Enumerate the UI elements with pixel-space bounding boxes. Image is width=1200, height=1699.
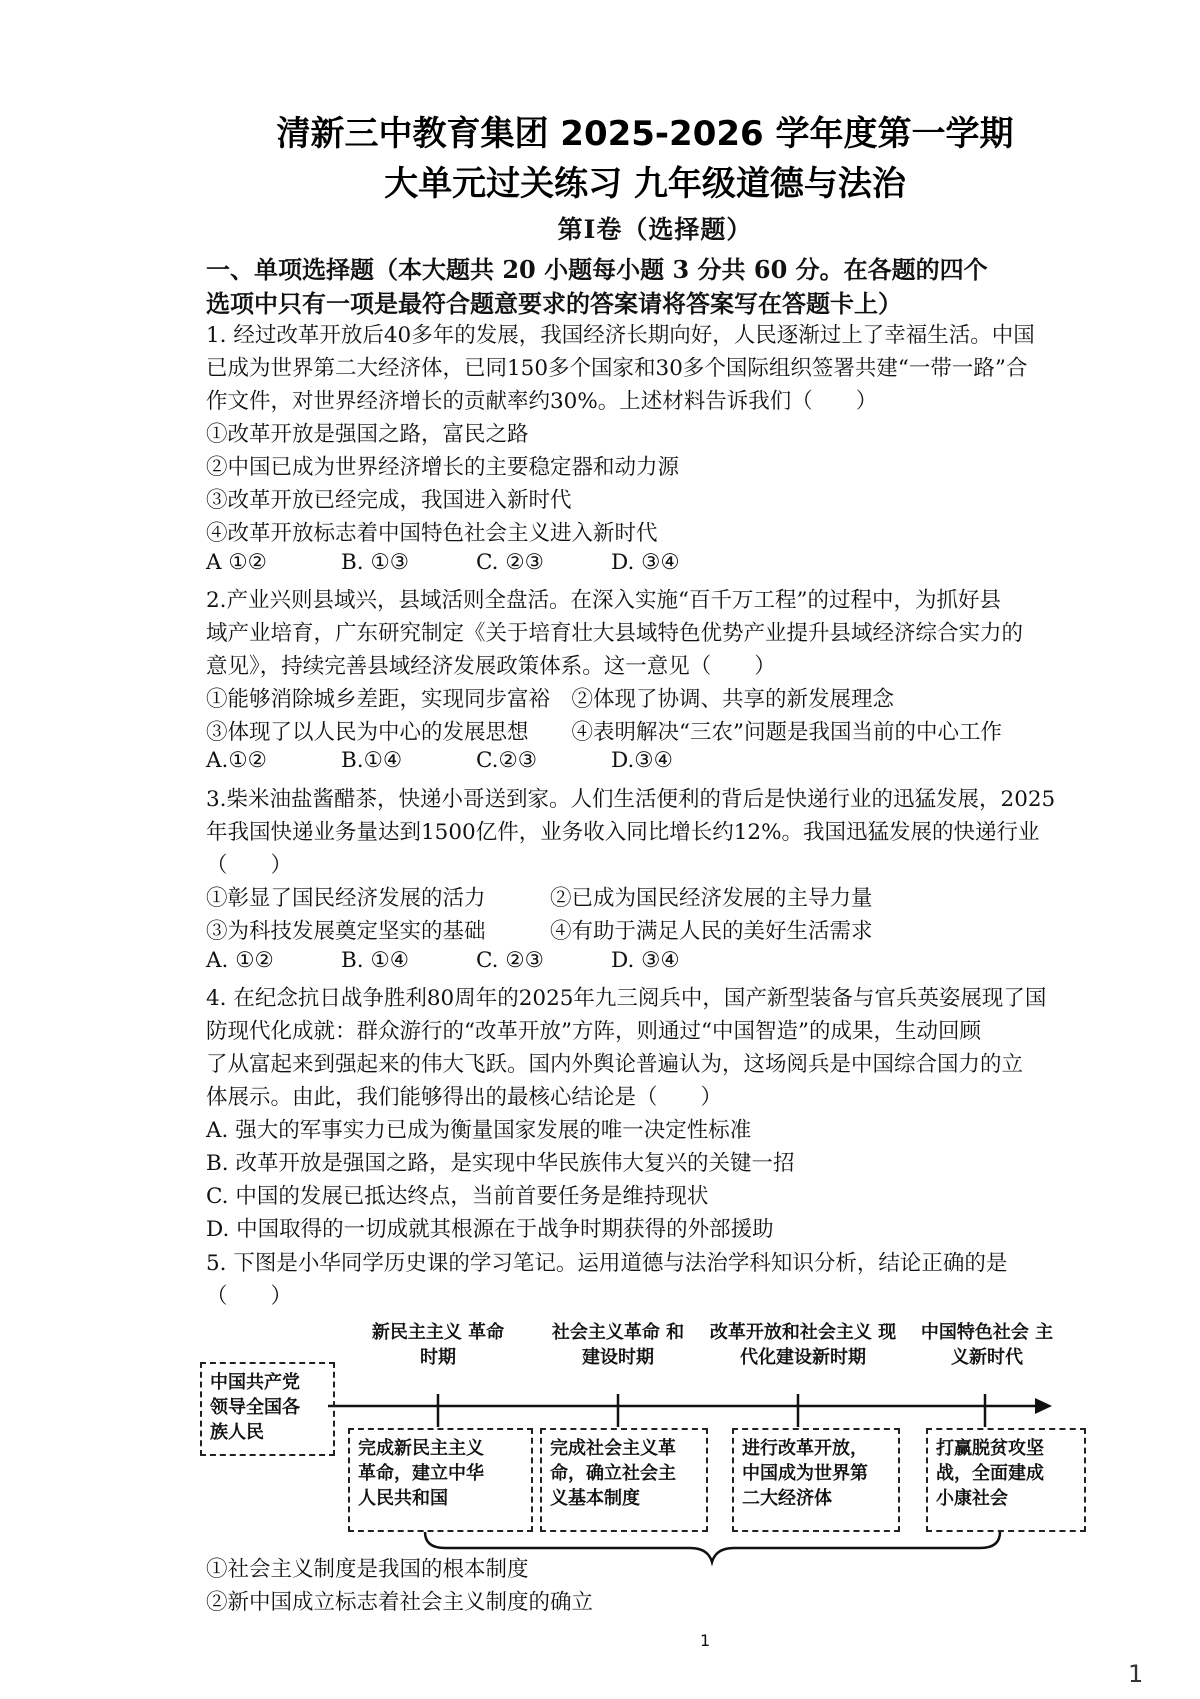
- question-text: 3.柴米油盐酱醋茶，快递小哥送到家。人们生活便利的背后是快递行业的迅猛发展，2025: [206, 787, 1056, 812]
- answer-options: [206, 948, 680, 973]
- option-b: B.①④: [341, 748, 403, 773]
- question-text: 了从富起来到强起来的伟大飞跃。国内外舆论普遍认为，这场阅兵是中国综合国力的立: [206, 1052, 1024, 1077]
- era-label: 新民主主义 革命时期: [371, 1322, 505, 1368]
- corner-page-number: 1: [1128, 1660, 1144, 1688]
- option-b: B. 改革开放是强国之路，是实现中华民族伟大复兴的关键一招: [206, 1151, 795, 1176]
- question-text: 1. 经过改革开放后40多年的发展，我国经济长期向好，人民逐渐过上了幸福生活。中国: [206, 323, 1035, 348]
- option-b: B. ①④: [341, 948, 410, 973]
- achievement-box: 打赢脱贫攻坚 战，全面建成 小康社会: [926, 1428, 1086, 1532]
- achievement-box: 进行改革开放， 中国成为世界第 二大经济体: [732, 1428, 900, 1532]
- question-text: 5. 下图是小华同学历史课的学习笔记。运用道德与法治学科知识分析，结论正确的是: [206, 1251, 1008, 1276]
- statement: ①彰显了国民经济发展的活力 ②已成为国民经济发展的主导力量: [206, 886, 873, 911]
- timeline-arrowhead: [1035, 1398, 1052, 1414]
- option-a: A.①②: [206, 748, 267, 773]
- statement: ③体现了以人民为中心的发展思想 ④表明解决“三农”问题是我国当前的中心工作: [206, 720, 1002, 745]
- option-a: A. 强大的军事实力已成为衡量国家发展的唯一决定性标准: [206, 1118, 752, 1143]
- option-c: C. ②③: [476, 948, 544, 973]
- option-d: D. ③④: [611, 550, 680, 575]
- statement: ①社会主义制度是我国的根本制度: [206, 1557, 529, 1582]
- statement: ④改革开放标志着中国特色社会主义进入新时代: [206, 521, 658, 546]
- option-d: D. 中国取得的一切成就其根源在于战争时期获得的外部援助: [206, 1217, 774, 1242]
- answer-options: [206, 550, 680, 575]
- option-d: D.③④: [611, 748, 673, 773]
- question-text: 作文件，对世界经济增长的贡献率约30%。上述材料告诉我们（ ）: [206, 389, 878, 414]
- option-a: A ①②: [206, 550, 267, 575]
- page-number: 1: [700, 1631, 711, 1650]
- statement: ②中国已成为世界经济增长的主要稳定器和动力源: [206, 455, 680, 480]
- history-notes-diagram: [200, 1320, 1100, 1570]
- option-c: C. ②③: [476, 550, 544, 575]
- era-label: 社会主义革命 和建设时期: [551, 1322, 685, 1368]
- origin-box: 中国共产党 领导全国各 族人民: [200, 1362, 335, 1456]
- option-b: B. ①③: [341, 550, 410, 575]
- section-heading-line1: 一、单项选择题（本大题共 20 小题每小题 3 分共 60 分。在各题的四个: [206, 255, 988, 284]
- statement: ①改革开放是强国之路，富民之路: [206, 422, 529, 447]
- question-text: 意见》，持续完善县域经济发展政策体系。这一意见（ ）: [206, 654, 776, 679]
- statement: ①能够消除城乡差距，实现同步富裕 ②体现了协调、共享的新发展理念: [206, 687, 895, 712]
- option-d: D. ③④: [611, 948, 680, 973]
- option-a: A. ①②: [206, 948, 274, 973]
- statement: ③为科技发展奠定坚实的基础 ④有助于满足人民的美好生活需求: [206, 919, 873, 944]
- question-text: 2.产业兴则县域兴，县域活则全盘活。在深入实施“百千万工程”的过程中，为抓好县: [206, 588, 1001, 613]
- question-text: （ ）: [206, 853, 293, 878]
- achievement-box: 完成社会主义革 命，确立社会主 义基本制度: [540, 1428, 708, 1532]
- question-text: 年我国快递业务量达到1500亿件，业务收入同比增长约12%。我国迅猛发展的快递行业: [206, 820, 1040, 845]
- volume-heading: 第Ⅰ卷（选择题）: [557, 215, 753, 244]
- question-text: 防现代化成就：群众游行的“改革开放”方阵，则通过“中国智造”的成果，生动回顾: [206, 1019, 981, 1044]
- statement: ③改革开放已经完成，我国进入新时代: [206, 488, 572, 513]
- option-c: C.②③: [476, 748, 538, 773]
- statement: ②新中国成立标志着社会主义制度的确立: [206, 1590, 594, 1615]
- question-text: 4. 在纪念抗日战争胜利80周年的2025年九三阅兵中，国产新型装备与官兵英姿展现了国: [206, 986, 1047, 1011]
- era-label: 改革开放和社会主义 现代化建设新时期: [709, 1322, 897, 1368]
- achievement-box: 完成新民主主义 革命，建立中华 人民共和国: [348, 1428, 533, 1532]
- question-text: （ ）: [206, 1284, 293, 1309]
- answer-options: [206, 748, 673, 773]
- section-heading-line2: 选项中只有一项是最符合题意要求的答案请将答案写在答题卡上）: [206, 289, 902, 318]
- era-label: 中国特色社会 主义新时代: [920, 1322, 1054, 1368]
- option-c: C. 中国的发展已抵达终点，当前首要任务是维持现状: [206, 1184, 709, 1209]
- question-text: 体展示。由此，我们能够得出的最核心结论是（ ）: [206, 1085, 723, 1110]
- exam-title-line1: 清新三中教育集团 2025-2026 学年度第一学期: [276, 114, 1014, 154]
- exam-title-line2: 大单元过关练习 九年级道德与法治: [384, 164, 906, 204]
- question-text: 域产业培育，广东研究制定《关于培育壮大县域特色优势产业提升县域经济综合实力的: [206, 621, 1024, 646]
- question-text: 已成为世界第二大经济体，已同150多个国家和30多个国际组织签署共建“一带一路”合: [206, 356, 1028, 381]
